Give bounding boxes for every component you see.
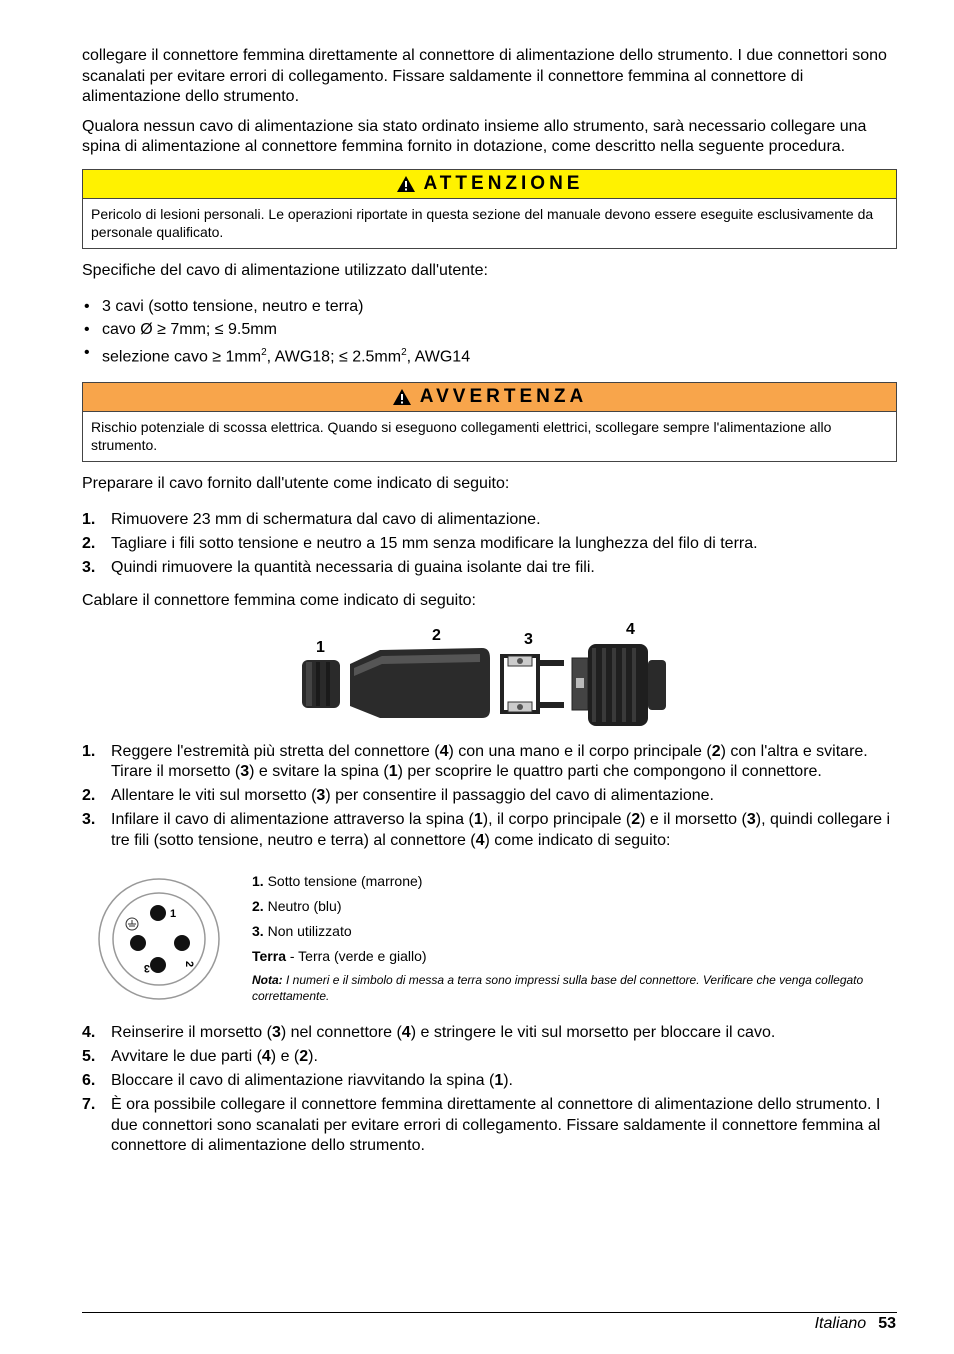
wire-steps-continued: [82, 1023, 897, 1157]
figure-label-4: 4: [626, 620, 635, 638]
pin-number-3: 3: [143, 962, 150, 975]
legend-item: 1. Sotto tensione (marrone): [252, 873, 423, 890]
legend-item: Terra - Terra (verde e giallo): [252, 948, 427, 965]
list-item: 2. Allentare le viti sul morsetto (3) per consentire il passaggio del cavo di alimentazione.: [82, 787, 714, 805]
intro-paragraph-1: collegare il connettore femmina direttamente al connettore di alimentazione dello strumento. I due connettori sono scanalati per evitare errori di collegamento. Fissare saldamente il connettore femmina al connettore di alimentazione dello strumento.: [82, 47, 887, 105]
warning-box: [82, 382, 897, 462]
part-2-body: [350, 648, 490, 718]
pin-diagram: [82, 869, 252, 1009]
list-item: • 3 cavi (sotto tensione, neutro e terra): [82, 295, 897, 318]
footer-divider: [82, 1312, 897, 1313]
connector-parts-image: [292, 618, 692, 728]
pin-number-1: 1: [170, 908, 177, 921]
prep-steps: [82, 510, 897, 579]
list-item: 5. Avvitare le due parti (4) e (2).: [82, 1048, 318, 1066]
caution-header: [83, 170, 896, 199]
warning-triangle-icon: [392, 388, 412, 406]
legend-item: 2. Neutro (blu): [252, 898, 342, 915]
list-item: 1. Reggere l'estremità più stretta del connettore (4) con una mano e il corpo principale (2) con l'altra e svitare. Tirare il morsetto (3) e svitare la spina (1) per scoprire le quattro parti che compongono il connettore.: [82, 742, 868, 781]
connector-parts-figure: [82, 618, 897, 728]
wire-steps: [82, 742, 897, 852]
list-item: • selezione cavo ≥ $1mm^2$, AWG18; ≤ $2.5mm^2$, AWG14: [82, 341, 897, 368]
pin-layout-image: [82, 869, 252, 1009]
legend-note: Nota: I numeri e il simbolo di messa a terra sono impressi sulla base del connettore. Verificare che venga collegato correttamente.: [252, 973, 864, 1004]
warning-header: [83, 383, 896, 412]
legend-item: 3. Non utilizzato: [252, 923, 352, 940]
list-item: 3. Quindi rimuovere la quantità necessaria di guaina isolante dai tre fili.: [82, 558, 595, 576]
pin-wiring-figure: [82, 869, 897, 1009]
caution-title: ATTENZIONE: [423, 172, 584, 194]
ground-symbol-icon: [126, 918, 138, 930]
list-item: • cavo Ø ≥ 7mm; ≤ 9.5mm: [82, 318, 897, 341]
list-item: 4. Reinserire il morsetto (3) nel connettore (4) e stringere le viti sul morsetto per bloccare il cavo.: [82, 1024, 776, 1042]
warning-title: AVVERTENZA: [419, 386, 588, 408]
part-4-connector: [572, 644, 666, 726]
intro-paragraph-2: Qualora nessun cavo di alimentazione sia stato ordinato insieme allo strumento, sarà necessario collegare una spina di alimentazione al connettore femmina fornito in dotazione, come descritto nella seguente procedura.: [82, 117, 867, 155]
list-item: 7. È ora possibile collegare il connettore femmina direttamente al connettore di alimentazione dello strumento. I due connettori sono scanalati per evitare errori di collegamento. Fissare saldamente il connettore femmina al connettore di alimentazione dello strumento.: [82, 1096, 881, 1155]
caution-box: [82, 169, 897, 249]
footer-language: Italiano: [814, 1315, 867, 1332]
list-item: 3. Infilare il cavo di alimentazione attraverso la spina (1), il corpo principale (2) e il morsetto (3), quindi collegare i tre fili (sotto tensione, neutro e terra) al connettore (4) come indicato di seguito:: [82, 811, 891, 849]
caution-text: Pericolo di lesioni personali. Le operazioni riportate in questa sezione del manuale devono essere eseguite esclusivamente da personale qualificato.: [91, 205, 874, 240]
wire-intro: Cablare il connettore femmina come indicato di seguito:: [82, 592, 476, 610]
warning-text: Rischio potenziale di scossa elettrica. Quando si eseguono collegamenti elettrici, scollegare sempre l'alimentazione allo strumento.: [91, 419, 832, 454]
figure-label-2: 2: [432, 626, 441, 644]
list-item: 1. Rimuovere 23 mm di schermatura dal cavo di alimentazione.: [82, 510, 541, 528]
page-content: [82, 46, 897, 1160]
prep-intro: Preparare il cavo fornito dall'utente come indicato di seguito:: [82, 475, 510, 493]
list-item: 6. Bloccare il cavo di alimentazione riavvitando la spina (1).: [82, 1072, 513, 1090]
spec-list: [82, 295, 897, 368]
figure-label-1: 1: [316, 638, 325, 656]
list-item: 2. Tagliare i fili sotto tensione e neutro a 15 mm senza modificare la lunghezza del filo di terra.: [82, 534, 758, 552]
pin-legend: [252, 869, 897, 1009]
figure-label-3: 3: [524, 630, 533, 648]
warning-triangle-icon: [396, 175, 416, 193]
part-1-plug: [302, 660, 340, 708]
pin-number-2: 2: [183, 961, 195, 968]
spec-intro: Specifiche del cavo di alimentazione utilizzato dall'utente:: [82, 261, 488, 279]
part-3-clamp: [502, 656, 564, 712]
page-footer: [815, 1312, 896, 1334]
page-number: 53: [878, 1315, 896, 1332]
